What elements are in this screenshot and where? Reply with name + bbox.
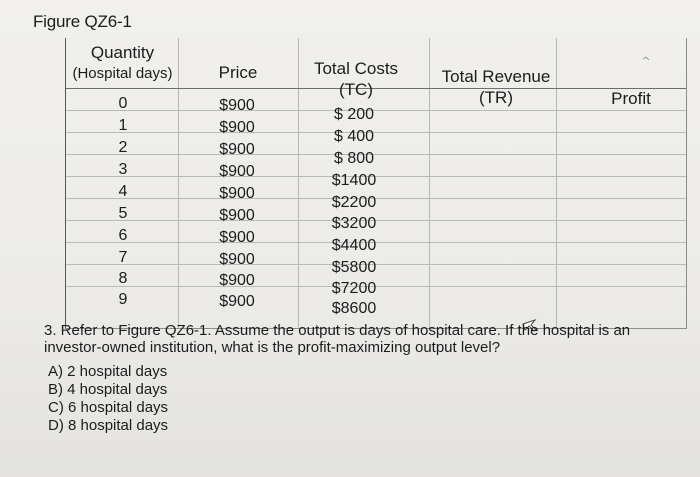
- choice-d[interactable]: D) 8 hospital days: [48, 417, 169, 434]
- header-price: Price: [218, 63, 258, 82]
- total-cost-cell: $5800: [331, 259, 377, 276]
- total-cost-cell: $ 200: [333, 106, 375, 123]
- header-total-revenue-line1: Total Revenue: [441, 67, 551, 86]
- quantity-cell: 8: [118, 270, 128, 287]
- question-text: 3. Refer to Figure QZ6-1. Assume the output is days of hospital care. If the hospital is an investor-owned institution, what is the profit-maximizing output level?: [44, 322, 631, 356]
- header-total-revenue: [432, 66, 560, 108]
- price-cell: $900: [219, 141, 255, 158]
- price-cell: $900: [219, 229, 255, 246]
- quantity-cell: 4: [118, 183, 128, 200]
- header-total-revenue-line2: (TR): [479, 88, 513, 107]
- quantity-cell: 0: [118, 95, 128, 112]
- column-divider: [178, 38, 179, 328]
- price-cell: $900: [219, 251, 255, 268]
- header-quantity-line1: Quantity: [90, 43, 155, 62]
- quantity-cell: 2: [118, 139, 128, 156]
- price-cell: $900: [219, 119, 255, 136]
- total-cost-cell: $ 400: [333, 128, 375, 145]
- quantity-cell: 3: [118, 161, 128, 178]
- header-quantity: [70, 42, 175, 84]
- choice-c[interactable]: C) 6 hospital days: [48, 399, 169, 416]
- total-cost-cell: $2200: [331, 194, 377, 211]
- header-quantity-line2: (Hospital days): [72, 65, 173, 82]
- column-divider: [429, 38, 430, 328]
- quantity-cell: 9: [118, 291, 128, 308]
- header-total-costs-line2: (TC): [339, 80, 373, 99]
- choice-b[interactable]: B) 4 hospital days: [48, 381, 168, 398]
- header-total-costs: [305, 58, 407, 100]
- total-cost-cell: $3200: [331, 215, 377, 232]
- figure-title: Figure QZ6-1: [33, 12, 132, 31]
- quantity-cell: 7: [118, 249, 128, 266]
- price-cell: $900: [219, 163, 255, 180]
- pen-mark-icon: [642, 55, 650, 63]
- header-total-costs-line1: Total Costs: [313, 59, 399, 78]
- total-cost-cell: $7200: [331, 280, 377, 297]
- total-cost-cell: $1400: [331, 172, 377, 189]
- quantity-cell: 1: [118, 117, 128, 134]
- price-cell: $900: [219, 272, 255, 289]
- price-cell: $900: [219, 293, 255, 310]
- column-divider: [298, 38, 299, 328]
- price-cell: $900: [219, 97, 255, 114]
- price-cell: $900: [219, 185, 255, 202]
- total-cost-cell: $4400: [331, 237, 377, 254]
- price-cell: $900: [219, 207, 255, 224]
- header-profit: Profit: [611, 89, 651, 108]
- choice-a[interactable]: A) 2 hospital days: [48, 363, 168, 380]
- quantity-cell: 5: [118, 205, 128, 222]
- total-cost-cell: $ 800: [333, 150, 375, 167]
- quantity-cell: 6: [118, 227, 128, 244]
- total-cost-cell: $8600: [331, 300, 377, 317]
